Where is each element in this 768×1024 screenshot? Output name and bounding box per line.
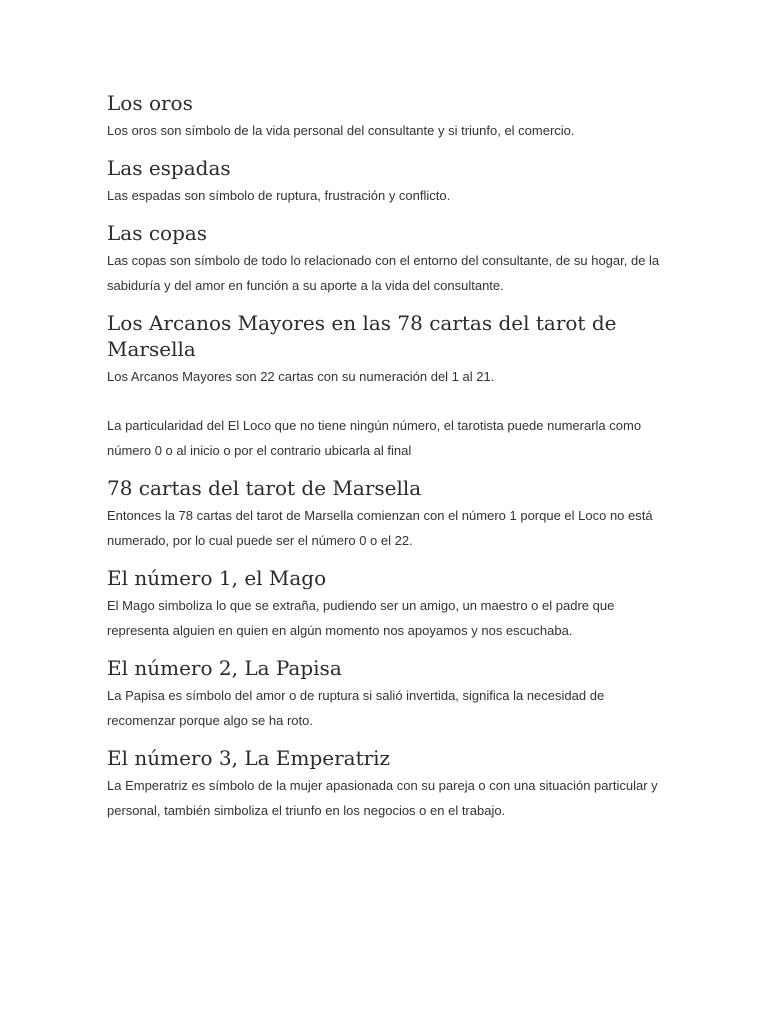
section-los-oros bbox=[107, 90, 667, 143]
section-paragraph: Entonces la 78 cartas del tarot de Marsella comienzan con el número 1 porque el Loco no está numerado, por lo cual puede ser el número 0 o el 22. bbox=[107, 508, 653, 548]
section-heading: Los oros bbox=[107, 91, 193, 115]
section-la-emperatriz bbox=[107, 745, 667, 823]
section-las-espadas bbox=[107, 155, 667, 208]
section-heading: Las copas bbox=[107, 221, 208, 245]
section-78-cartas bbox=[107, 475, 667, 553]
section-paragraph: Las copas son símbolo de todo lo relacionado con el entorno del consultante, de su hogar, de la sabiduría y del amor en función a su aporte a la vida del consultante. bbox=[107, 253, 660, 293]
section-heading: Los Arcanos Mayores en las 78 cartas del tarot de Marsella bbox=[107, 311, 617, 361]
section-las-copas bbox=[107, 220, 667, 298]
section-paragraph: Los Arcanos Mayores son 22 cartas con su numeración del 1 al 21. bbox=[107, 369, 495, 384]
section-arcanos-mayores bbox=[107, 310, 667, 463]
section-paragraph: La Emperatriz es símbolo de la mujer apasionada con su pareja o con una situación particular y personal, también simboliza el triunfo en los negocios o en el trabajo. bbox=[107, 778, 658, 818]
section-paragraph: El Mago simboliza lo que se extraña, pudiendo ser un amigo, un maestro o el padre que representa alguien en quien en algún momento nos apoyamos y nos escuchaba. bbox=[107, 598, 615, 638]
section-heading: El número 3, La Emperatriz bbox=[107, 746, 391, 770]
section-el-mago bbox=[107, 565, 667, 643]
document-page bbox=[107, 90, 667, 835]
section-heading: El número 2, La Papisa bbox=[107, 656, 342, 680]
section-paragraph: Las espadas son símbolo de ruptura, frustración y conflicto. bbox=[107, 188, 451, 203]
section-heading: El número 1, el Mago bbox=[107, 566, 327, 590]
section-paragraph: Los oros son símbolo de la vida personal del consultante y si triunfo, el comercio. bbox=[107, 123, 575, 138]
section-heading: 78 cartas del tarot de Marsella bbox=[107, 476, 422, 500]
section-heading: Las espadas bbox=[107, 156, 231, 180]
section-la-papisa bbox=[107, 655, 667, 733]
section-paragraph: La particularidad del El Loco que no tiene ningún número, el tarotista puede numerarla como número 0 o al inicio o por el contrario ubicarla al final bbox=[107, 418, 642, 458]
section-paragraph: La Papisa es símbolo del amor o de ruptura si salió invertida, significa la necesidad de recomenzar porque algo se ha roto. bbox=[107, 688, 605, 728]
